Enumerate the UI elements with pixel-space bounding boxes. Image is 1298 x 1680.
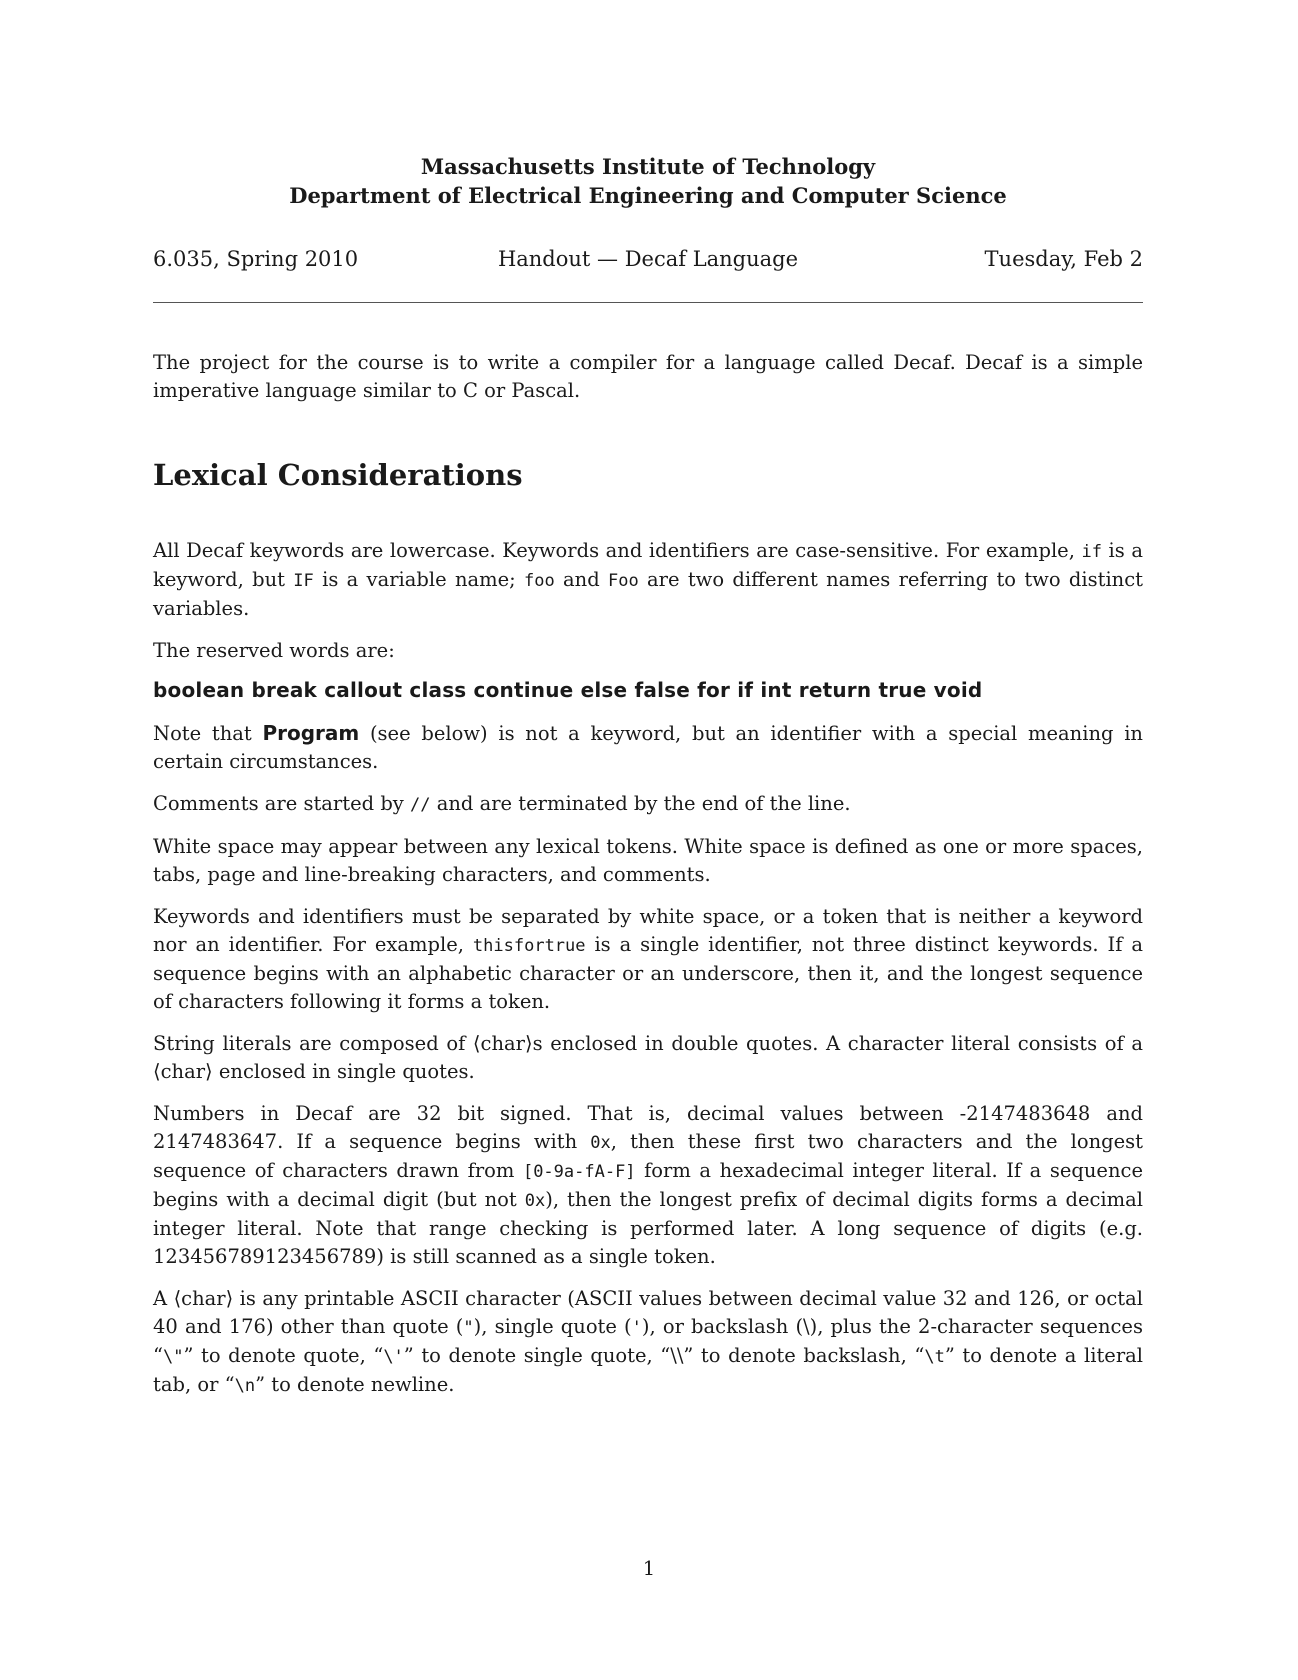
handout-date: Tuesday, Feb 2 — [984, 247, 1143, 271]
course-label: 6.035, Spring 2010 — [153, 247, 359, 271]
department-name: Department of Electrical Engineering and Computer Science — [289, 183, 1007, 208]
document-page — [153, 152, 1143, 1400]
page-number: 1 — [642, 1557, 656, 1580]
char-paragraph: A ⟨char⟩ is any printable ASCII character (ASCII values between decimal value 32 and 126, or octal 40 and 176) other than quote ("), single quote ('), or backslash (\), plus the 2-character sequences “\"” to denote quote, “\'” to denote single quote, “\\” to denote backslash, “\t” to denote a literal tab, or “\n” to denote newline. — [153, 1287, 1144, 1396]
reserved-words-list: boolean break callout class continue else false for if int return true void — [153, 678, 983, 702]
separation-paragraph: Keywords and identifiers must be separated by white space, or a token that is neither a keyword nor an identifier. For example, thisfortrue is a single identifier, not three distinct keywords. If a sequence begins with an alphabetic character or an underscore, then it, and the longest sequence of characters following it forms a token. — [153, 905, 1143, 1013]
intro-paragraph: The project for the course is to write a compiler for a language called Decaf. Decaf is a simple imperative language similar to C or Pascal. — [153, 351, 1143, 402]
strings-paragraph: String literals are composed of ⟨char⟩s enclosed in double quotes. A character literal consists of a ⟨char⟩ enclosed in single quotes. — [153, 1032, 1143, 1083]
numbers-paragraph: Numbers in Decaf are 32 bit signed. That is, decimal values between -2147483648 and 2147483647. If a sequence begins with 0x, then these first two characters and the longest sequence of characters drawn from [0-9a-fA-F] form a hexadecimal integer literal. If a sequence begins with a decimal digit (but not 0x), then the longest prefix of decimal digits forms a decimal integer literal. Note that range checking is performed later. A long sequence of digits (e.g. 123456789123456789) is still scanned as a single token. — [153, 1102, 1144, 1268]
handout-title: Handout — Decaf Language — [497, 247, 799, 271]
handout-meta-row — [153, 244, 1143, 274]
keywords-paragraph: All Decaf keywords are lowercase. Keywords and identifiers are case-sensitive. For example, if is a keyword, but IF is a variable name; foo and Foo are two different names referring to two distinct variables. — [153, 539, 1143, 620]
section-heading: Lexical Considerations — [153, 458, 523, 492]
comments-paragraph: Comments are started by // and are terminated by the end of the line. — [153, 792, 851, 815]
header-divider — [153, 302, 1143, 303]
reserved-intro: The reserved words are: — [153, 639, 395, 662]
institution-name: Massachusetts Institute of Technology — [420, 154, 876, 179]
whitespace-paragraph: White space may appear between any lexical tokens. White space is defined as one or more spaces, tabs, page and line-breaking characters, and comments. — [153, 835, 1143, 886]
program-paragraph: Note that Program (see below) is not a keyword, but an identifier with a special meaning in certain circumstances. — [153, 721, 1143, 773]
